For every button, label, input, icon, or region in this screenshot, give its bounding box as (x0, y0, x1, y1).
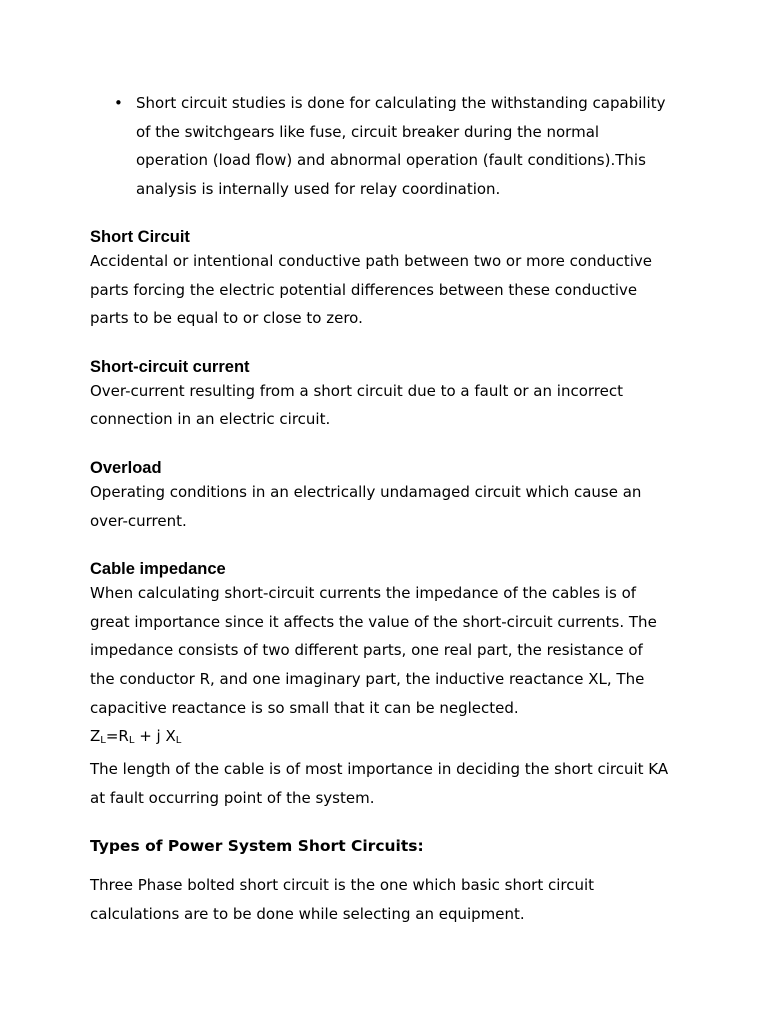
paragraph (90, 478, 690, 535)
formula-subscript: L (175, 735, 182, 747)
paragraph (90, 377, 690, 434)
paragraph-line: over-current. (90, 511, 187, 530)
paragraph (90, 579, 690, 722)
impedance-formula (90, 722, 690, 755)
paragraph-line: impedance consists of two different parts, one real part, the resistance of (90, 641, 643, 660)
bullet-line: analysis is internally used for relay coordination. (136, 179, 501, 198)
section-overload (90, 458, 690, 535)
section-heading: Short Circuit (90, 228, 190, 246)
paragraph-line: The length of the cable is of most importance in deciding the short circuit KA (90, 760, 669, 779)
bullet-item (90, 89, 690, 203)
paragraph-line: Operating conditions in an electrically undamaged circuit which cause an (90, 482, 642, 501)
section-heading: Short-circuit current (90, 357, 250, 376)
paragraph-line: Over-current resulting from a short circuit due to a fault or an incorrect (90, 381, 623, 400)
paragraph-line: capacitive reactance is so small that it can be neglected. (90, 698, 519, 717)
formula-plus: + j X (134, 727, 176, 746)
section-heading: Types of Power System Short Circuits: (90, 837, 424, 856)
formula-z: Z (90, 727, 101, 746)
paragraph-line: connection in an electric circuit. (90, 410, 331, 429)
paragraph-line: the conductor R, and one imaginary part, the inductive reactance XL, The (90, 669, 645, 688)
section-heading: Overload (90, 458, 162, 477)
bullet-line: Short circuit studies is done for calculating the withstanding capability (136, 94, 666, 112)
bullet-line: operation (load flow) and abnormal operation (fault conditions).This (136, 151, 646, 169)
paragraph (90, 755, 690, 812)
formula-eq: =R (105, 727, 129, 746)
section-types (90, 836, 690, 928)
paragraph-line: parts to be equal to or close to zero. (90, 309, 363, 328)
bullet-list (90, 89, 690, 203)
section-cable-impedance (90, 559, 690, 812)
paragraph-line: Accidental or intentional conductive path between two or more conductive (90, 252, 653, 270)
section-short-circuit (90, 227, 690, 333)
document-page (90, 89, 690, 929)
paragraph-line: at fault occurring point of the system. (90, 788, 375, 807)
formula-subscript: L (128, 735, 135, 747)
paragraph (90, 871, 690, 928)
paragraph-line: When calculating short-circuit currents the impedance of the cables is of (90, 584, 637, 603)
bullet-icon: • (114, 94, 123, 112)
bullet-line: of the switchgears like fuse, circuit breaker during the normal (136, 122, 600, 141)
paragraph-line: parts forcing the electric potential differences between these conductive (90, 280, 638, 299)
formula-subscript: L (100, 735, 106, 747)
paragraph-line: great importance since it affects the value of the short-circuit currents. The (90, 612, 657, 631)
paragraph-line: Three Phase bolted short circuit is the one which basic short circuit (90, 876, 595, 895)
section-short-circuit-current (90, 357, 690, 434)
paragraph (90, 247, 690, 333)
section-heading: Cable impedance (90, 560, 226, 579)
paragraph-line: calculations are to be done while selecting an equipment. (90, 904, 525, 923)
